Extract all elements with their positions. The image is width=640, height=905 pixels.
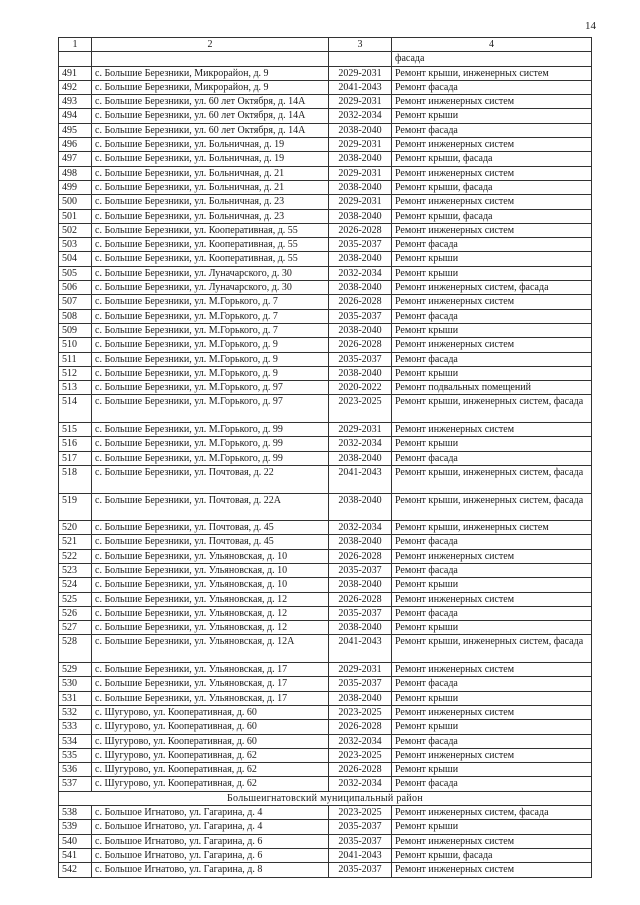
row-number: 495 [59, 123, 92, 137]
row-period: 2041-2043 [329, 848, 392, 862]
row-period: 2032-2034 [329, 734, 392, 748]
table-row [59, 863, 592, 877]
table-row [59, 338, 592, 352]
row-address: с. Большие Березники, ул. Больничная, д. 21 [92, 180, 329, 194]
table-row [59, 748, 592, 762]
row-address: с. Большие Березники, ул. Больничная, д. 19 [92, 138, 329, 152]
row-work: Ремонт крыши, фасада [392, 209, 592, 223]
row-period: 2041-2043 [329, 635, 392, 663]
row-period: 2023-2025 [329, 748, 392, 762]
row-number: 499 [59, 180, 92, 194]
header-col-2: 2 [92, 38, 329, 52]
row-address: с. Большие Березники, ул. М.Горького, д. 9 [92, 352, 329, 366]
table-row [59, 493, 592, 521]
row-period: 2035-2037 [329, 238, 392, 252]
row-address: с. Большие Березники, ул. Ульяновская, д. 17 [92, 677, 329, 691]
row-work: Ремонт инженерных систем [392, 138, 592, 152]
row-work: Ремонт инженерных систем [392, 663, 592, 677]
row-period: 2029-2031 [329, 663, 392, 677]
row-work: Ремонт инженерных систем [392, 338, 592, 352]
row-work: Ремонт инженерных систем [392, 834, 592, 848]
table-body-main [59, 52, 592, 791]
row-period: 2026-2028 [329, 549, 392, 563]
row-number: 524 [59, 578, 92, 592]
row-period: 2041-2043 [329, 80, 392, 94]
row-address: с. Шугурово, ул. Кооперативная, д. 62 [92, 763, 329, 777]
table-row [59, 691, 592, 705]
row-number: 525 [59, 592, 92, 606]
table-row [59, 734, 592, 748]
row-address: с. Большие Березники, Микрорайон, д. 9 [92, 80, 329, 94]
table-row [59, 266, 592, 280]
row-work: Ремонт крыши, фасада [392, 848, 592, 862]
row-work: Ремонт инженерных систем [392, 423, 592, 437]
row-number: 522 [59, 549, 92, 563]
row-address: с. Большие Березники, ул. 60 лет Октября, д. 14А [92, 95, 329, 109]
row-period: 2035-2037 [329, 563, 392, 577]
row-number: 505 [59, 266, 92, 280]
row-work: Ремонт фасада [392, 734, 592, 748]
table-row [59, 80, 592, 94]
row-number: 508 [59, 309, 92, 323]
row-work: Ремонт фасада [392, 535, 592, 549]
row-period: 2038-2040 [329, 252, 392, 266]
header-col-4: 4 [392, 38, 592, 52]
table-row [59, 437, 592, 451]
row-number: 507 [59, 295, 92, 309]
row-number: 494 [59, 109, 92, 123]
row-work: Ремонт крыши, инженерных систем [392, 521, 592, 535]
table-row [59, 423, 592, 437]
table-row [59, 352, 592, 366]
header-col-1: 1 [59, 38, 92, 52]
row-work: Ремонт инженерных систем [392, 295, 592, 309]
row-work: Ремонт крыши, инженерных систем, фасада [392, 465, 592, 493]
row-work: Ремонт фасада [392, 606, 592, 620]
row-address: с. Большие Березники, ул. Кооперативная, д. 55 [92, 223, 329, 237]
row-address: с. Большие Березники, ул. Почтовая, д. 22 [92, 465, 329, 493]
row-address: с. Большие Березники, ул. М.Горького, д. 7 [92, 309, 329, 323]
row-work: Ремонт инженерных систем [392, 592, 592, 606]
row-number: 513 [59, 381, 92, 395]
row-number: 514 [59, 395, 92, 423]
row-period: 2026-2028 [329, 763, 392, 777]
row-work: Ремонт крыши [392, 763, 592, 777]
row-period: 2029-2031 [329, 66, 392, 80]
row-work: Ремонт крыши [392, 578, 592, 592]
row-period: 2029-2031 [329, 195, 392, 209]
row-number: 534 [59, 734, 92, 748]
row-address: с. Большие Березники, ул. Ульяновская, д. 12 [92, 592, 329, 606]
table-row [59, 195, 592, 209]
row-work: Ремонт фасада [392, 777, 592, 791]
row-period: 2035-2037 [329, 820, 392, 834]
row-period: 2038-2040 [329, 323, 392, 337]
row-period: 2035-2037 [329, 606, 392, 620]
row-number: 541 [59, 848, 92, 862]
table-row [59, 820, 592, 834]
row-work: Ремонт подвальных помещений [392, 381, 592, 395]
table-row [59, 238, 592, 252]
row-number: 504 [59, 252, 92, 266]
header-col-3: 3 [329, 38, 392, 52]
repair-schedule-table [58, 37, 592, 878]
row-address: с. Большие Березники, ул. Больничная, д. 23 [92, 195, 329, 209]
table-row [59, 166, 592, 180]
row-number: 523 [59, 563, 92, 577]
row-period: 2035-2037 [329, 677, 392, 691]
row-work: Ремонт крыши, фасада [392, 152, 592, 166]
row-address: с. Большие Березники, ул. М.Горького, д. 97 [92, 381, 329, 395]
continuation-row [59, 52, 592, 66]
row-number: 533 [59, 720, 92, 734]
row-period: 2029-2031 [329, 95, 392, 109]
row-work: Ремонт фасада [392, 451, 592, 465]
row-address: с. Большие Березники, ул. Больничная, д. 21 [92, 166, 329, 180]
row-address: с. Большие Березники, ул. Почтовая, д. 45 [92, 521, 329, 535]
row-number: 493 [59, 95, 92, 109]
table-row [59, 621, 592, 635]
row-work: Ремонт крыши, инженерных систем, фасада [392, 493, 592, 521]
row-address: с. Большие Березники, ул. М.Горького, д. 9 [92, 366, 329, 380]
row-period: 2026-2028 [329, 295, 392, 309]
row-period: 2023-2025 [329, 705, 392, 719]
row-number: 509 [59, 323, 92, 337]
row-address: с. Большие Березники, ул. М.Горького, д. 97 [92, 395, 329, 423]
row-period: 2023-2025 [329, 395, 392, 423]
row-address: с. Большое Игнатово, ул. Гагарина, д. 4 [92, 806, 329, 820]
row-period: 2029-2031 [329, 423, 392, 437]
row-number: 538 [59, 806, 92, 820]
table-row [59, 109, 592, 123]
row-address: с. Большие Березники, ул. Кооперативная, д. 55 [92, 252, 329, 266]
row-address: с. Большие Березники, ул. Ульяновская, д. 10 [92, 578, 329, 592]
table-row [59, 705, 592, 719]
row-address: с. Большое Игнатово, ул. Гагарина, д. 4 [92, 820, 329, 834]
row-number: 506 [59, 281, 92, 295]
row-period: 2038-2040 [329, 451, 392, 465]
row-number: 527 [59, 621, 92, 635]
row-period: 2038-2040 [329, 493, 392, 521]
table-row [59, 465, 592, 493]
table-row [59, 309, 592, 323]
row-number: 542 [59, 863, 92, 877]
table-row [59, 720, 592, 734]
row-number: 528 [59, 635, 92, 663]
row-number: 540 [59, 834, 92, 848]
row-number: 497 [59, 152, 92, 166]
row-address: с. Большие Березники, ул. Ульяновская, д. 10 [92, 563, 329, 577]
table-row [59, 777, 592, 791]
row-period: 2041-2043 [329, 465, 392, 493]
table-row [59, 848, 592, 862]
row-address: с. Большие Березники, ул. М.Горького, д. 99 [92, 437, 329, 451]
table-row [59, 223, 592, 237]
row-number: 531 [59, 691, 92, 705]
table-row [59, 563, 592, 577]
row-address: с. Большие Березники, ул. 60 лет Октября, д. 14А [92, 109, 329, 123]
row-number: 510 [59, 338, 92, 352]
row-period: 2029-2031 [329, 138, 392, 152]
row-period: 2035-2037 [329, 834, 392, 848]
row-number: 500 [59, 195, 92, 209]
row-work: Ремонт крыши [392, 266, 592, 280]
table-row [59, 152, 592, 166]
table-row [59, 209, 592, 223]
row-address: с. Большие Березники, ул. Ульяновская, д. 12 [92, 606, 329, 620]
row-address: с. Большие Березники, ул. М.Горького, д. 99 [92, 451, 329, 465]
row-address: с. Большие Березники, ул. М.Горького, д. 99 [92, 423, 329, 437]
header-row [59, 38, 592, 52]
row-period: 2035-2037 [329, 352, 392, 366]
table-row [59, 95, 592, 109]
table-body-section [59, 806, 592, 877]
row-work: Ремонт крыши [392, 720, 592, 734]
row-number: 518 [59, 465, 92, 493]
table-row [59, 323, 592, 337]
table-row [59, 806, 592, 820]
table-row [59, 521, 592, 535]
row-work: Ремонт крыши, инженерных систем, фасада [392, 395, 592, 423]
row-work: Ремонт крыши, фасада [392, 180, 592, 194]
row-period: 2038-2040 [329, 535, 392, 549]
row-address: с. Большие Березники, ул. Ульяновская, д. 10 [92, 549, 329, 563]
row-work: Ремонт крыши [392, 621, 592, 635]
row-period: 2026-2028 [329, 720, 392, 734]
row-work: Ремонт инженерных систем [392, 166, 592, 180]
row-work: Ремонт инженерных систем [392, 705, 592, 719]
row-address: с. Шугурово, ул. Кооперативная, д. 62 [92, 777, 329, 791]
row-number: 511 [59, 352, 92, 366]
table-row [59, 123, 592, 137]
row-work: Ремонт крыши [392, 437, 592, 451]
row-period: 2035-2037 [329, 863, 392, 877]
row-work: Ремонт инженерных систем, фасада [392, 806, 592, 820]
row-address: с. Большие Березники, ул. Ульяновская, д. 17 [92, 663, 329, 677]
row-address: с. Шугурово, ул. Кооперативная, д. 60 [92, 734, 329, 748]
row-number: 519 [59, 493, 92, 521]
row-period: 2038-2040 [329, 281, 392, 295]
row-period: 2020-2022 [329, 381, 392, 395]
table-row [59, 281, 592, 295]
row-address: с. Большие Березники, ул. Кооперативная, д. 55 [92, 238, 329, 252]
table-row [59, 381, 592, 395]
row-period: 2029-2031 [329, 166, 392, 180]
page-number: 14 [585, 20, 596, 32]
row-period: 2038-2040 [329, 691, 392, 705]
table-row [59, 635, 592, 663]
table-row [59, 663, 592, 677]
row-number: 498 [59, 166, 92, 180]
row-number: 492 [59, 80, 92, 94]
row-work: Ремонт инженерных систем [392, 95, 592, 109]
row-work: Ремонт инженерных систем [392, 223, 592, 237]
row-period: 2038-2040 [329, 621, 392, 635]
row-number: 512 [59, 366, 92, 380]
row-work: Ремонт крыши, инженерных систем [392, 66, 592, 80]
row-address: с. Большие Березники, ул. Ульяновская, д. 12 [92, 621, 329, 635]
row-work: Ремонт фасада [392, 352, 592, 366]
row-period: 2038-2040 [329, 366, 392, 380]
table-row [59, 834, 592, 848]
row-number: 501 [59, 209, 92, 223]
row-number: 503 [59, 238, 92, 252]
row-work: Ремонт крыши [392, 691, 592, 705]
row-address: с. Большие Березники, ул. Ульяновская, д. 17 [92, 691, 329, 705]
row-address: с. Большое Игнатово, ул. Гагарина, д. 6 [92, 834, 329, 848]
row-period: 2026-2028 [329, 223, 392, 237]
row-number: 539 [59, 820, 92, 834]
row-address: с. Большие Березники, ул. М.Горького, д. 7 [92, 323, 329, 337]
section-header [59, 791, 592, 805]
row-period: 2032-2034 [329, 437, 392, 451]
row-period: 2038-2040 [329, 123, 392, 137]
row-number: 517 [59, 451, 92, 465]
table-row [59, 295, 592, 309]
row-address: с. Большие Березники, ул. Ульяновская, д. 12А [92, 635, 329, 663]
row-work: Ремонт крыши, инженерных систем, фасада [392, 635, 592, 663]
row-number: 529 [59, 663, 92, 677]
row-period: 2026-2028 [329, 592, 392, 606]
row-number: 502 [59, 223, 92, 237]
table-row [59, 395, 592, 423]
row-address: с. Большие Березники, ул. Почтовая, д. 45 [92, 535, 329, 549]
row-number: 515 [59, 423, 92, 437]
row-period: 2032-2034 [329, 521, 392, 535]
row-period: 2026-2028 [329, 338, 392, 352]
table-row [59, 549, 592, 563]
table-row [59, 66, 592, 80]
row-number: 491 [59, 66, 92, 80]
row-period: 2032-2034 [329, 109, 392, 123]
row-work: Ремонт фасада [392, 80, 592, 94]
table-row [59, 592, 592, 606]
row-work: Ремонт инженерных систем [392, 549, 592, 563]
row-work: Ремонт инженерных систем [392, 748, 592, 762]
row-work: Ремонт инженерных систем [392, 195, 592, 209]
row-address: с. Шугурово, ул. Кооперативная, д. 60 [92, 705, 329, 719]
table-row [59, 578, 592, 592]
row-period: 2035-2037 [329, 309, 392, 323]
row-number: 521 [59, 535, 92, 549]
row-number: 530 [59, 677, 92, 691]
row-address: с. Большое Игнатово, ул. Гагарина, д. 8 [92, 863, 329, 877]
table-row [59, 677, 592, 691]
section-title: Большеигнатовский муниципальный район [59, 791, 592, 805]
row-number: 496 [59, 138, 92, 152]
row-work: Ремонт крыши [392, 109, 592, 123]
row-work: Ремонт крыши [392, 323, 592, 337]
table-row [59, 252, 592, 266]
row-number: 537 [59, 777, 92, 791]
table-row [59, 180, 592, 194]
row-address: с. Шугурово, ул. Кооперативная, д. 60 [92, 720, 329, 734]
row-number: 526 [59, 606, 92, 620]
row-work: Ремонт фасада [392, 238, 592, 252]
row-period: 2032-2034 [329, 266, 392, 280]
row-address: с. Большие Березники, ул. М.Горького, д. 7 [92, 295, 329, 309]
row-period: 2038-2040 [329, 578, 392, 592]
row-work: Ремонт фасада [392, 309, 592, 323]
row-period: 2023-2025 [329, 806, 392, 820]
row-number: 535 [59, 748, 92, 762]
row-work: Ремонт крыши [392, 366, 592, 380]
table-row [59, 138, 592, 152]
table-row [59, 763, 592, 777]
row-address: с. Большие Березники, ул. 60 лет Октября, д. 14А [92, 123, 329, 137]
row-period: 2038-2040 [329, 209, 392, 223]
row-address: с. Большие Березники, ул. Почтовая, д. 22А [92, 493, 329, 521]
row-address: с. Большие Березники, ул. Больничная, д. 19 [92, 152, 329, 166]
row-work: Ремонт фасада [392, 563, 592, 577]
row-number: 532 [59, 705, 92, 719]
continuation-work: фасада [392, 52, 592, 66]
row-work: Ремонт инженерных систем, фасада [392, 281, 592, 295]
row-work: Ремонт инженерных систем [392, 863, 592, 877]
row-period: 2032-2034 [329, 777, 392, 791]
row-work: Ремонт крыши [392, 820, 592, 834]
row-period: 2038-2040 [329, 180, 392, 194]
row-address: с. Большое Игнатово, ул. Гагарина, д. 6 [92, 848, 329, 862]
row-address: с. Шугурово, ул. Кооперативная, д. 62 [92, 748, 329, 762]
row-work: Ремонт фасада [392, 123, 592, 137]
row-number: 536 [59, 763, 92, 777]
table-row [59, 366, 592, 380]
row-period: 2038-2040 [329, 152, 392, 166]
row-number: 520 [59, 521, 92, 535]
table-row [59, 606, 592, 620]
row-work: Ремонт фасада [392, 677, 592, 691]
row-work: Ремонт крыши [392, 252, 592, 266]
row-number: 516 [59, 437, 92, 451]
row-address: с. Большие Березники, ул. Больничная, д. 23 [92, 209, 329, 223]
row-address: с. Большие Березники, ул. Луначарского, д. 30 [92, 281, 329, 295]
row-address: с. Большие Березники, ул. М.Горького, д. 9 [92, 338, 329, 352]
row-address: с. Большие Березники, Микрорайон, д. 9 [92, 66, 329, 80]
table-row [59, 451, 592, 465]
row-address: с. Большие Березники, ул. Луначарского, д. 30 [92, 266, 329, 280]
table-row [59, 535, 592, 549]
